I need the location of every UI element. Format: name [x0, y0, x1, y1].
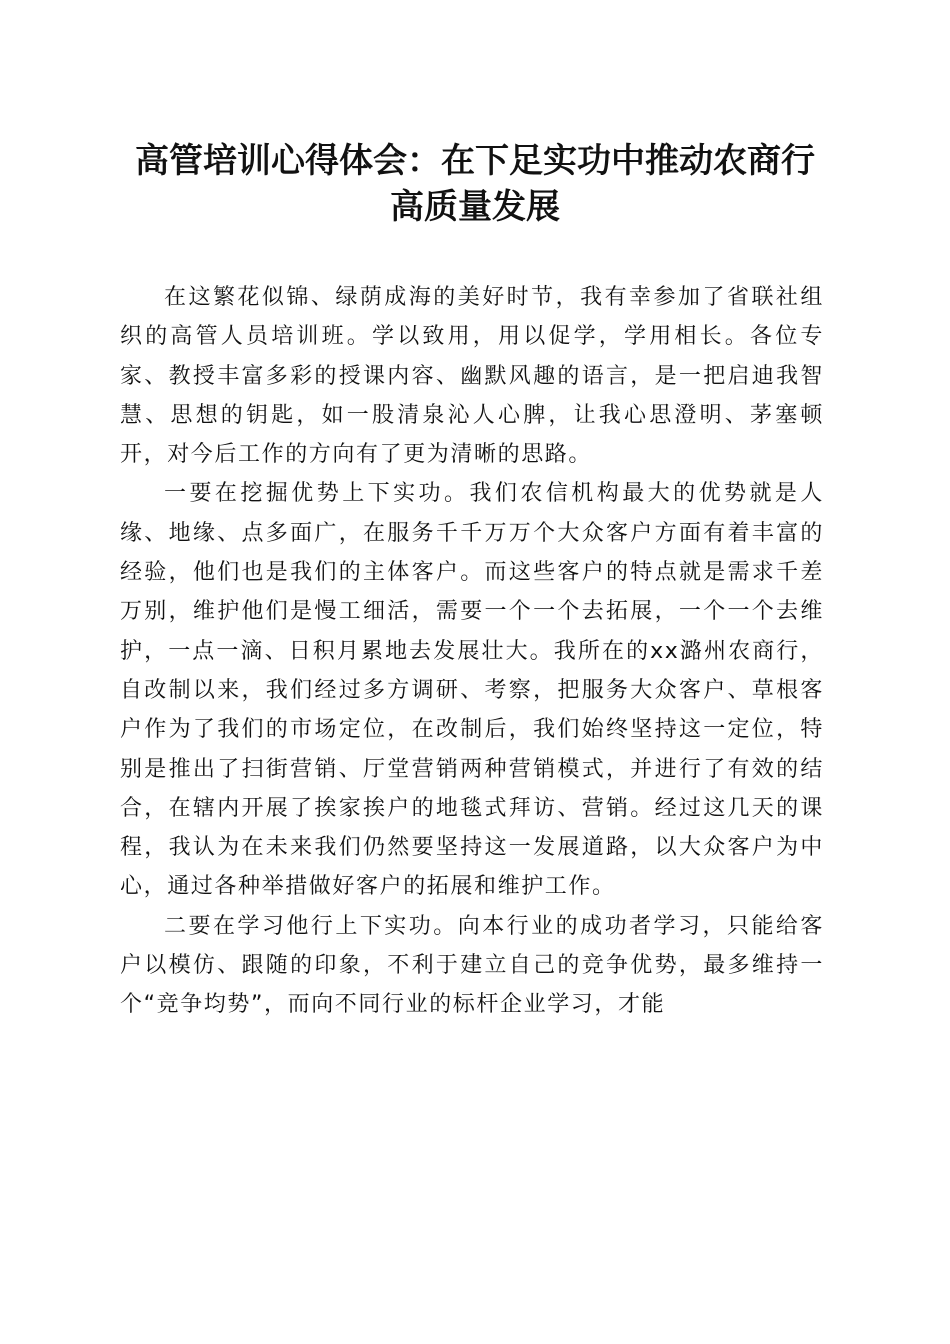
- document-title: [100, 138, 850, 230]
- paragraph-point-two: 二要在学习他行上下实功。向本行业的成功者学习，只能给客户以模仿、跟随的印象，不利于建立自己的竞争优势，最多维持一个“竞争均势”，而向不同行业的标杆企业学习，才能: [120, 913, 824, 1018]
- document-body: [120, 278, 824, 1025]
- title-line-2: 高质量发展: [390, 187, 560, 227]
- paragraph-intro: 在这繁花似锦、绿荫成海的美好时节，我有幸参加了省联社组织的高管人员培训班。学以致用，用以促学，学用相长。各位专家、教授丰富多彩的授课内容、幽默风趣的语言，是一把启迪我智慧、思想的钥匙，如一股清泉沁人心脾，让我心思澄明、茅塞顿开，对今后工作的方向有了更为清晰的思路。: [120, 285, 824, 468]
- paragraph-point-one: 一要在挖掘优势上下实功。我们农信机构最大的优势就是人缘、地缘、点多面广，在服务千千万万个大众客户方面有着丰富的经验，他们也是我们的主体客户。而这些客户的特点就是需求千差万别，维护他们是慢工细活，需要一个一个去拓展，一个一个去维护，一点一滴、日积月累地去发展壮大。我所在的xx潞州农商行，自改制以来，我们经过多方调研、考察，把服务大众客户、草根客户作为了我们的市场定位，在改制后，我们始终坚持这一定位，特别是推出了扫街营销、厅堂营销两种营销模式，并进行了有效的结合，在辖内开展了挨家挨户的地毯式拜访、营销。经过这几天的课程，我认为在未来我们仍然要坚持这一发展道路，以大众客户为中心，通过各种举措做好客户的拓展和维护工作。: [120, 481, 824, 900]
- title-line-1: 高管培训心得体会：在下足实功中推动农商行: [135, 141, 815, 181]
